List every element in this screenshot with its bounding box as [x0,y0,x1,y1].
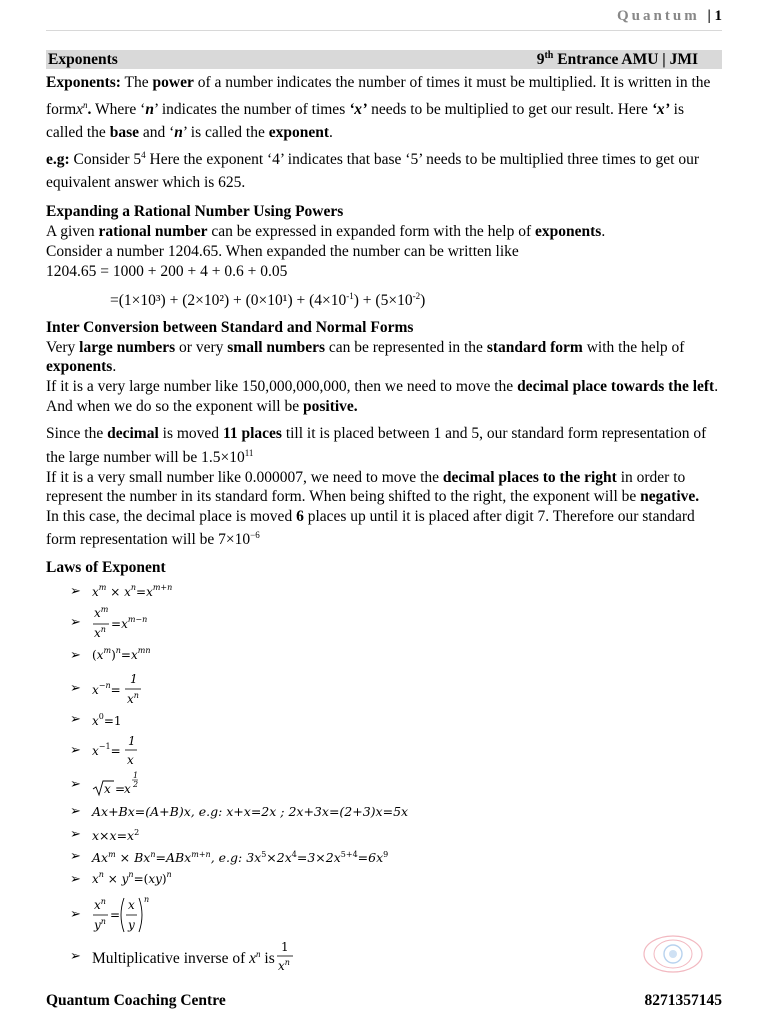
section-heading-laws: Laws of Exponent [46,559,166,577]
watermark-logo [642,932,704,976]
arrow-bullet-icon: ➢ [70,712,81,728]
law-same-exponent-product [92,869,212,889]
expanding-paragraph: A given rational number can be expressed in expanded form with the help of exponents. [46,223,606,241]
law-square-root [92,769,192,799]
svg-text:x0=1: $x^0=1$ [92,711,122,728]
svg-text:=xm−n: $=x^{m-n}$ [111,615,148,632]
svg-text:=: = [115,782,126,797]
svg-text:xn: $x^n$ [94,625,106,641]
list-item [46,669,722,707]
arrow-bullet-icon: ➢ [70,584,81,600]
svg-text:xm: $x^m$ [94,605,109,621]
law-same-exponent-quotient [92,892,212,936]
svg-text:xm × xn=xm+n: $x^m \times x^n=x^{m+n}$ [92,582,173,599]
svg-text:x: x [128,898,135,913]
svg-text:yn: $y^n$ [94,917,106,933]
svg-text:x: x [104,782,111,797]
svg-text:xn × yn=(xy)n: $x^n \times y^n=(xy)^n$ [92,870,172,887]
list-item [46,891,722,937]
law-reciprocal [92,733,192,767]
svg-text:1: 1 [130,672,138,687]
svg-text:x−1=: $x^{-1}=$ [92,742,121,759]
conversion-paragraph-4: If it is a very small number like 0.000007, we need to move the decimal places to the right in order to represent the number in its standard form. When being shifted to the right, the exponent will be negative. [46,468,700,506]
header-brand: Quantum [617,8,700,24]
arrow-bullet-icon: ➢ [70,614,81,630]
conversion-paragraph-5: In this case, the decimal place is moved 6 places up until it is placed after digit 7. Therefore our standard form representation will be $7\times 10^{-6}$ [46,507,695,549]
svg-text:1: 1 [133,771,139,781]
expanding-line-2: Consider a number 1204.65. When expanded the number can be written like [46,242,519,260]
intro-paragraph: Exponents: The power of a number indicates the number of times it must be multiplied. It is written in the formx$^n$. Where ‘n’ indicates the number of times ‘x’ needs to be multiplied to get our result. Here ‘x’ is called the base and ‘n’ is called the exponent. [46,74,711,142]
svg-text:n: n [144,895,150,905]
svg-text:=: = [110,908,121,923]
law-negative-exponent [92,670,192,706]
laws-list [46,580,722,975]
law-distributive: Ax+Bx=(A+B)x, e.g: x+x=2x ; 2x+3x=(2+3)x=5x [92,804,409,820]
page-content [46,71,722,975]
conversion-paragraph-2: If it is a very large number like 150,000,000,000, then we need to move the decimal place towards the left. And when we do so the exponent will be positive. [46,378,719,415]
svg-text:xn: $x^n$ [127,691,139,707]
conversion-paragraph-1: Very large numbers or very small numbers can be represented in the standard form with the help of exponents. [46,338,685,376]
chapter-title: Exponents [48,50,118,68]
list-item [46,707,722,732]
arrow-bullet-icon: ➢ [70,948,81,964]
arrow-bullet-icon: ➢ [70,680,81,696]
list-item [46,603,722,641]
law-quotient-rule [92,604,192,640]
arrow-bullet-icon: ➢ [70,826,81,842]
svg-text:x−n=: $x^{-n}=$ [92,681,121,698]
page-number: 1 [714,8,722,24]
law-square: $x\times x=x^2$ [92,828,140,844]
svg-text:1: 1 [280,940,289,955]
page-header [617,8,722,25]
svg-text:(xm)n=xmn: $(x^m)^n=x^{mn}$ [92,646,151,663]
expanded-equation: $=(1\times 10^3) + (2\times 10^2) + (0\times 10^1) + (4\times 10^{-1}) + (5\times 10^{-2})$ [110,291,426,310]
arrow-bullet-icon: ➢ [70,906,81,922]
svg-text:xn: $x^n$ [94,897,106,913]
svg-text:x: x [127,753,134,768]
svg-text:1: 1 [128,734,136,749]
arrow-bullet-icon: ➢ [70,848,81,864]
example-paragraph: e.g: Consider $5^4$ Here the exponent ‘4’ indicates that base ‘5’ needs to be multiplied three times to get our equivalent answer which is 625. [46,150,700,192]
law-coefficient-product: $Ax^m \times Bx^n=ABx^{m+n}$, e.g: $3x^5\times 2x^4=3\times 2x^{5+4}=6x^9$ [92,850,389,866]
inverse-fraction [275,938,297,974]
law-multiplicative-inverse: Multiplicative inverse of $x^n$ is [92,948,275,967]
svg-text:2: 2 [133,780,139,790]
list-item [46,867,722,891]
list-item [46,823,722,845]
svg-text:y: y [128,918,135,933]
list-item [46,641,722,669]
header-rule [46,30,722,31]
expanding-line-3: 1204.65 = 1000 + 200 + 4 + 0.6 + 0.05 [46,262,288,280]
header-separator: | [707,8,711,24]
section-heading-expanding: Expanding a Rational Number Using Powers [46,203,344,221]
law-product-rule [92,583,192,601]
arrow-bullet-icon: ➢ [70,871,81,887]
list-item [46,732,722,768]
footer-institute: Quantum Coaching Centre [46,992,226,1009]
svg-text:xn: $x^n$ [277,958,290,974]
list-item [46,937,722,975]
list-item [46,768,722,800]
section-heading-conversion: Inter Conversion between Standard and Normal Forms [46,318,414,336]
exam-label: 9th Entrance AMU | JMI [536,49,698,69]
law-power-rule [92,645,192,665]
title-bar [46,50,722,69]
list-item [46,800,722,823]
arrow-bullet-icon: ➢ [70,742,81,758]
arrow-bullet-icon: ➢ [70,776,81,792]
law-zero-exponent [92,710,192,730]
list-item [46,580,722,603]
footer-phone: 8271357145 [644,992,722,1009]
conversion-paragraph-3: Since the decimal is moved 11 places till it is placed between 1 and 5, our standard form representation of the large number will be $1.5\times 10^{11}$ [46,425,707,466]
list-item [46,845,722,867]
arrow-bullet-icon: ➢ [70,647,81,663]
arrow-bullet-icon: ➢ [70,804,81,820]
svg-text:x: x [124,782,131,797]
